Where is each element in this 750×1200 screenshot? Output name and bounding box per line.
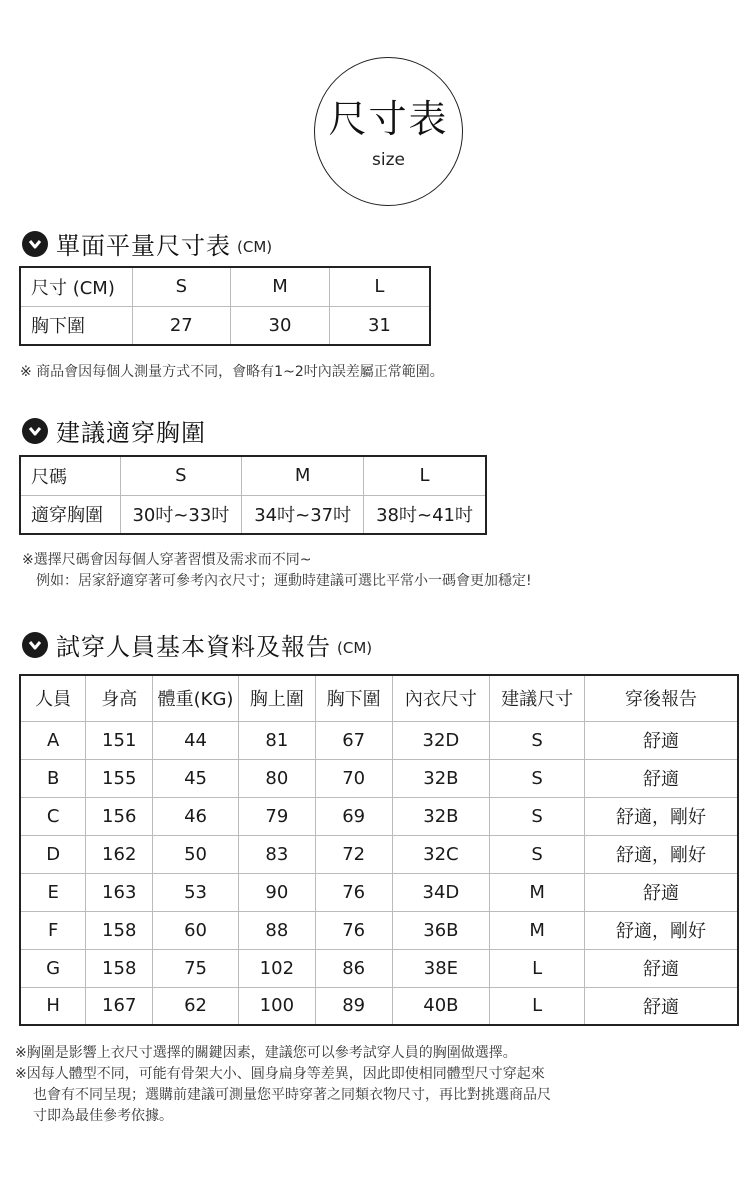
table-cell: 46 <box>153 797 239 835</box>
header-cell: 體重(KG) <box>153 675 239 721</box>
header-cell: 胸下圍 <box>315 675 392 721</box>
note-line: ※因每人體型不同，可能有骨架大小、圓身扁身等差異，因此即使相同體型尺寸穿起來 <box>15 1066 545 1082</box>
table-cell: A <box>20 721 86 759</box>
table-cell: 76 <box>315 911 392 949</box>
table-cell: 32B <box>392 759 490 797</box>
table-cell: 45 <box>153 759 239 797</box>
table-cell: 舒適 <box>584 949 738 987</box>
table-cell: 40B <box>392 987 490 1025</box>
tester-table <box>19 674 739 1026</box>
tester-table-body <box>20 721 738 1025</box>
table-cell: 適穿胸圍 <box>20 495 120 534</box>
title-badge <box>314 57 463 206</box>
table-cell: 102 <box>238 949 315 987</box>
table-cell: 30 <box>231 306 330 345</box>
table-cell: 72 <box>315 835 392 873</box>
table-cell: 156 <box>86 797 153 835</box>
table-cell: L <box>490 949 585 987</box>
table-cell: 83 <box>238 835 315 873</box>
table-row <box>20 306 430 345</box>
table-row <box>20 797 738 835</box>
table-row <box>20 987 738 1025</box>
table-cell: 70 <box>315 759 392 797</box>
header-cell: 尺碼 <box>20 456 120 495</box>
table-cell: 62 <box>153 987 239 1025</box>
table-cell: 38吋~41吋 <box>364 495 486 534</box>
table-cell: 舒適 <box>584 759 738 797</box>
table-row <box>20 949 738 987</box>
header-cell: S <box>120 456 242 495</box>
table-cell: 151 <box>86 721 153 759</box>
table-cell: 舒適，剛好 <box>584 835 738 873</box>
table-cell: L <box>490 987 585 1025</box>
recommend-table <box>19 455 487 535</box>
table-cell: 舒適，剛好 <box>584 797 738 835</box>
table-cell: 30吋~33吋 <box>120 495 242 534</box>
arrow-down-circle-icon <box>22 231 48 257</box>
table-cell: 167 <box>86 987 153 1025</box>
table-cell: 88 <box>238 911 315 949</box>
table-row <box>20 495 486 534</box>
table-cell: 胸下圍 <box>20 306 132 345</box>
table-cell: 舒適 <box>584 873 738 911</box>
table-cell: 32D <box>392 721 490 759</box>
table-cell: S <box>490 835 585 873</box>
table-cell: 38E <box>392 949 490 987</box>
table-cell: S <box>490 759 585 797</box>
table-cell: 34D <box>392 873 490 911</box>
section2-note <box>22 550 532 592</box>
table-cell: 90 <box>238 873 315 911</box>
table-cell: M <box>490 873 585 911</box>
table-cell: 100 <box>238 987 315 1025</box>
table-cell: 27 <box>132 306 231 345</box>
table-cell: 155 <box>86 759 153 797</box>
table-cell: 舒適 <box>584 987 738 1025</box>
table-cell: 81 <box>238 721 315 759</box>
table-cell: 89 <box>315 987 392 1025</box>
arrow-down-circle-icon <box>22 418 48 444</box>
table-cell: 50 <box>153 835 239 873</box>
header-cell: M <box>231 267 330 306</box>
table-cell: 158 <box>86 949 153 987</box>
header-cell: 尺寸 (CM) <box>20 267 132 306</box>
table-cell: 60 <box>153 911 239 949</box>
section3-title: 試穿人員基本資料及報告 <box>56 633 331 661</box>
section1-title: 單面平量尺寸表 <box>56 232 231 260</box>
section3-heading <box>22 627 372 662</box>
table-cell: S <box>490 797 585 835</box>
header-cell: 人員 <box>20 675 86 721</box>
table-cell: 67 <box>315 721 392 759</box>
section3-note <box>15 1043 551 1127</box>
page-title: 尺寸表 <box>328 96 449 141</box>
table-cell: 86 <box>315 949 392 987</box>
note-line: ※選擇尺碼會因每個人穿著習慣及需求而不同~ <box>22 552 312 568</box>
header-cell: 內衣尺寸 <box>392 675 490 721</box>
note-line: 例如：居家舒適穿著可參考內衣尺寸；運動時建議可選比平常小一碼會更加穩定! <box>36 573 532 589</box>
table-row <box>20 759 738 797</box>
table-cell: G <box>20 949 86 987</box>
note-line: ※胸圍是影響上衣尺寸選擇的關鍵因素，建議您可以參考試穿人員的胸圍做選擇。 <box>15 1045 517 1061</box>
table-cell: S <box>490 721 585 759</box>
table-cell: 69 <box>315 797 392 835</box>
header-cell: L <box>364 456 486 495</box>
section1-heading <box>22 226 272 261</box>
table-row <box>20 873 738 911</box>
section1-unit: (CM) <box>237 237 273 256</box>
table-cell: 79 <box>238 797 315 835</box>
table-cell: D <box>20 835 86 873</box>
page-subtitle: size <box>372 149 405 170</box>
table-cell: 163 <box>86 873 153 911</box>
note-line: 也會有不同呈現；選購前建議可測量您平時穿著之同類衣物尺寸，再比對挑選商品尺 <box>33 1087 551 1103</box>
section3-unit: (CM) <box>337 638 373 657</box>
arrow-down-circle-icon <box>22 632 48 658</box>
table-cell: 158 <box>86 911 153 949</box>
section2-heading <box>22 413 206 448</box>
size-table <box>19 266 431 346</box>
header-cell: 建議尺寸 <box>490 675 585 721</box>
table-cell: 44 <box>153 721 239 759</box>
table-cell: 34吋~37吋 <box>242 495 364 534</box>
header-cell: L <box>329 267 430 306</box>
table-row <box>20 911 738 949</box>
note-line: 寸即為最佳參考依據。 <box>33 1108 173 1124</box>
table-cell: 32B <box>392 797 490 835</box>
section1-note: ※ 商品會因每個人測量方式不同，會略有1~2吋內誤差屬正常範圍。 <box>20 364 444 380</box>
table-cell: 舒適 <box>584 721 738 759</box>
table-header-row <box>20 675 738 721</box>
table-cell: M <box>490 911 585 949</box>
table-header-row <box>20 456 486 495</box>
table-cell: 80 <box>238 759 315 797</box>
table-cell: 76 <box>315 873 392 911</box>
table-cell: F <box>20 911 86 949</box>
table-cell: 32C <box>392 835 490 873</box>
header-cell: M <box>242 456 364 495</box>
table-cell: B <box>20 759 86 797</box>
header-cell: 胸上圍 <box>238 675 315 721</box>
header-cell: S <box>132 267 231 306</box>
table-cell: E <box>20 873 86 911</box>
header-cell: 身高 <box>86 675 153 721</box>
table-cell: 162 <box>86 835 153 873</box>
table-cell: C <box>20 797 86 835</box>
section2-title: 建議適穿胸圍 <box>56 419 206 447</box>
table-cell: 31 <box>329 306 430 345</box>
table-cell: 36B <box>392 911 490 949</box>
header-cell: 穿後報告 <box>584 675 738 721</box>
table-cell: H <box>20 987 86 1025</box>
table-row <box>20 721 738 759</box>
table-cell: 75 <box>153 949 239 987</box>
table-cell: 舒適，剛好 <box>584 911 738 949</box>
table-cell: 53 <box>153 873 239 911</box>
table-header-row <box>20 267 430 306</box>
table-row <box>20 835 738 873</box>
